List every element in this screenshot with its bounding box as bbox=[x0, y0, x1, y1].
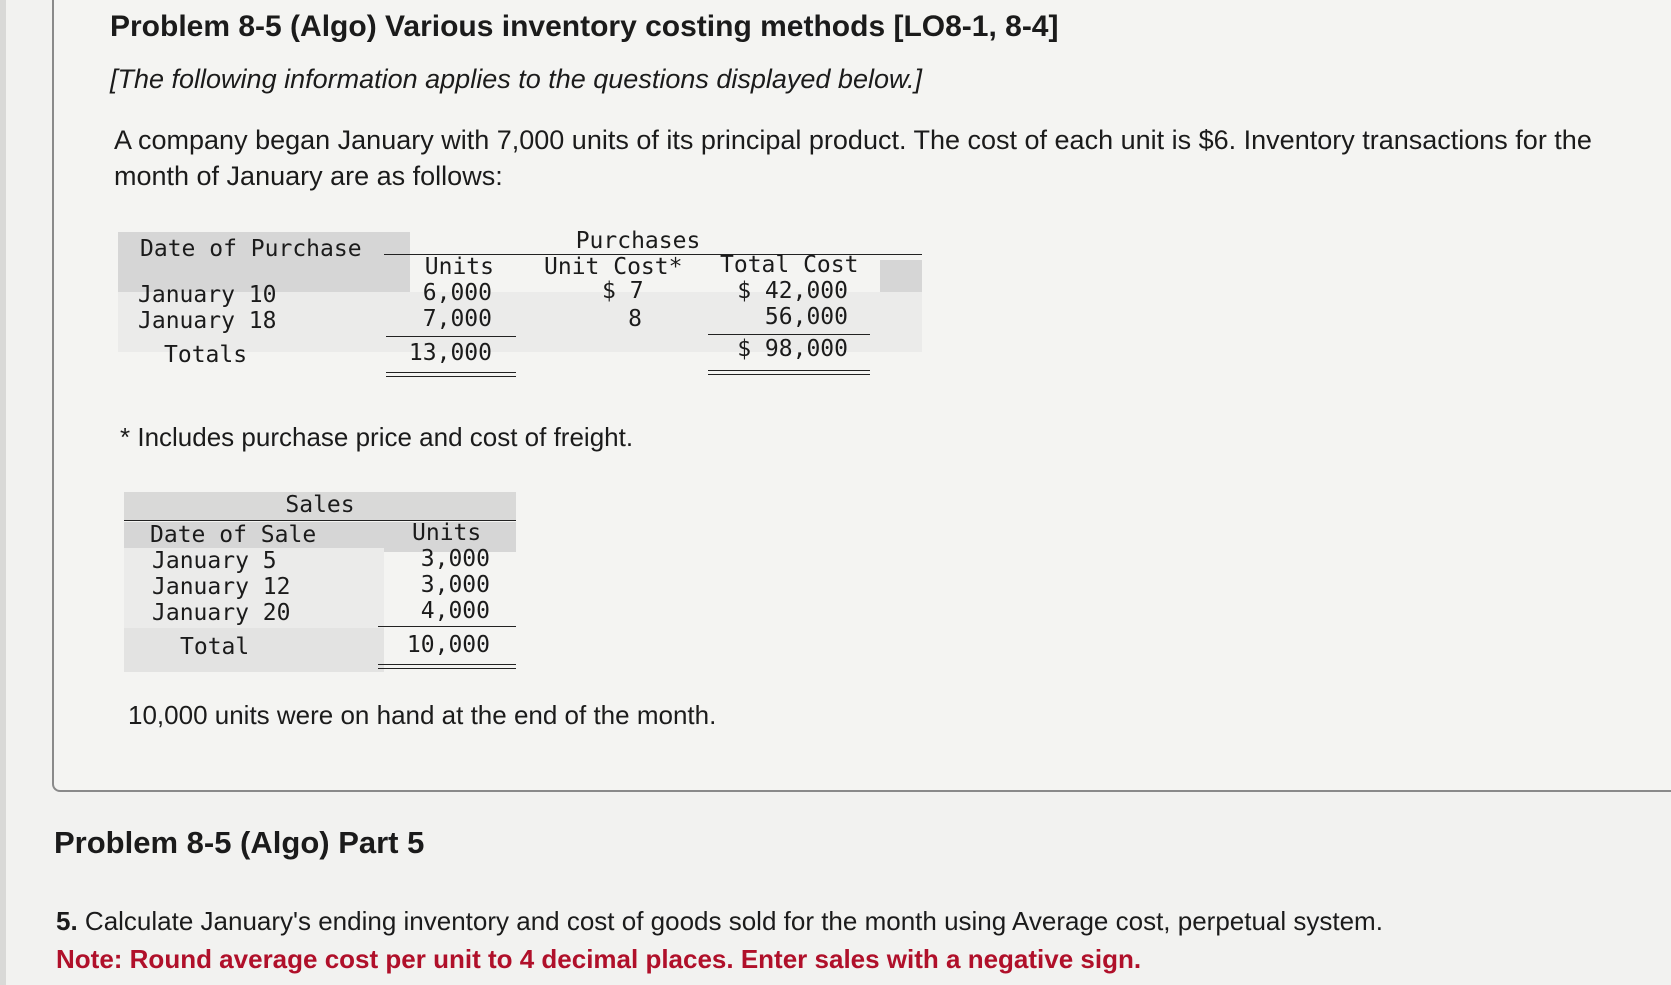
purchases-group-header: Purchases bbox=[575, 228, 701, 254]
units-total-double-line bbox=[386, 372, 516, 377]
purchase-date: January 18 bbox=[138, 308, 277, 334]
sales-total-band bbox=[124, 628, 384, 672]
purchases-totals-units: 13,000 bbox=[408, 340, 492, 366]
sale-units: 4,000 bbox=[420, 598, 490, 624]
units-on-hand-text: 10,000 units were on hand at the end of the month. bbox=[128, 700, 717, 730]
applies-note: [The following information applies to the questions displayed below.] bbox=[110, 64, 922, 94]
col-units: Units bbox=[424, 254, 494, 280]
question-body: Calculate January's ending inventory and cost of goods sold for the month using Average cost, perpetual system. bbox=[84, 906, 1383, 936]
sale-date: January 5 bbox=[152, 548, 277, 574]
question-number: 5. bbox=[56, 906, 78, 936]
col-date-of-purchase: Date of Purchase bbox=[140, 236, 362, 262]
intro-text: A company began January with 7,000 units of its principal product. The cost of each unit is $6. Inventory transactions for the month of January are as follows: bbox=[114, 125, 1592, 191]
purchases-totals-label: Totals bbox=[164, 342, 248, 368]
cost-subtotal-line bbox=[708, 334, 870, 335]
purchases-table bbox=[118, 228, 922, 392]
col-sale-units: Units bbox=[412, 520, 482, 546]
sale-units: 3,000 bbox=[420, 546, 490, 572]
purchase-total-cost: $ 42,000 bbox=[737, 278, 848, 304]
purchases-totals-cost: $ 98,000 bbox=[737, 336, 848, 362]
question-text bbox=[56, 906, 1383, 937]
purchase-units: 7,000 bbox=[422, 306, 492, 332]
sales-total-double-line bbox=[378, 664, 516, 669]
col-unit-cost: Unit Cost* bbox=[544, 254, 683, 280]
problem-title: Problem 8-5 (Algo) Various inventory costing methods [LO8-1, 8-4] bbox=[110, 10, 1059, 43]
sales-total-label: Total bbox=[180, 634, 250, 660]
units-subtotal-line bbox=[386, 336, 516, 337]
purchase-date: January 10 bbox=[138, 282, 277, 308]
col-date-of-sale: Date of Sale bbox=[150, 522, 317, 548]
sale-units: 3,000 bbox=[420, 572, 490, 598]
purchase-unit-cost: $ 7 bbox=[602, 278, 644, 304]
part-title: Problem 8-5 (Algo) Part 5 bbox=[54, 825, 425, 860]
problem-card bbox=[52, 0, 1671, 792]
sale-date: January 12 bbox=[152, 574, 291, 600]
col-total-cost: Total Cost bbox=[720, 252, 859, 278]
sales-group-header: Sales bbox=[285, 492, 355, 518]
purchase-units: 6,000 bbox=[422, 280, 492, 306]
left-edge bbox=[0, 0, 6, 985]
sale-date: January 20 bbox=[152, 600, 291, 626]
purchase-total-cost: 56,000 bbox=[764, 304, 848, 330]
footnote: * Includes purchase price and cost of freight. bbox=[120, 422, 634, 452]
cost-total-double-line bbox=[708, 370, 870, 375]
sales-subtotal-line bbox=[378, 626, 516, 627]
purchase-unit-cost: 8 bbox=[628, 306, 642, 332]
rounding-note: Note: Round average cost per unit to 4 decimal places. Enter sales with a negative sign. bbox=[56, 944, 1142, 974]
sales-total-units: 10,000 bbox=[406, 632, 490, 658]
sales-table bbox=[124, 492, 516, 672]
